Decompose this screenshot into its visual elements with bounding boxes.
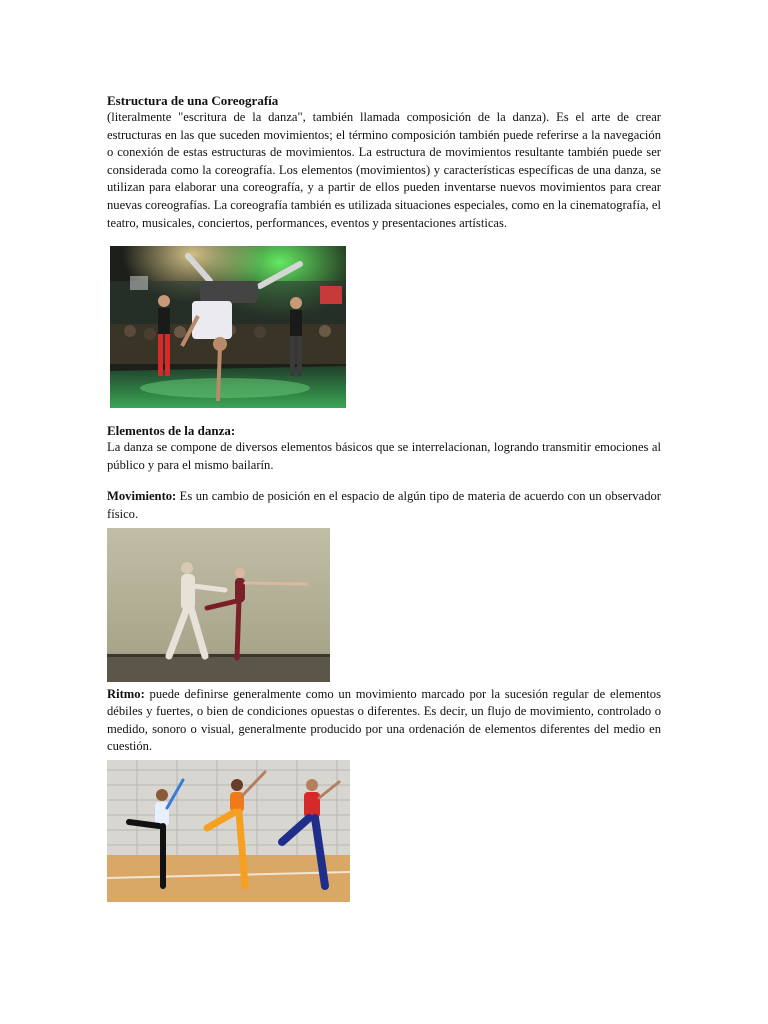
paragraph-ritmo xyxy=(107,686,661,756)
definition-movimiento: Es un cambio de posición en el espacio de algún tipo de materia de acuerdo con un observador físico. xyxy=(107,489,661,521)
ballet-photo xyxy=(107,528,330,682)
paragraph-elementos: La danza se compone de diversos elementos básicos que se interrelacionan, logrando transmitir emociones al público y para el mismo bailarín. xyxy=(107,440,661,472)
paragraph-estructura: (literalmente "escritura de la danza", también llamada composición de la danza). Es el arte de crear estructuras en las que suceden movimientos; el término composición también puede referirse a la navegación o conexión de estas estructuras de movimientos. La estructura de movimientos resultante también puede ser considerada como la coreografía. Los elementos (movimientos) y características específicas de una danza, se utilizan para elaborar una coreografía, y a partir de ellos pueden inventarse nuevos movimientos para crear nuevas coreografías. La coreografía también es utilizada situaciones especiales, como en la cinematografía, el teatro, musicales, conciertos, performances, eventos y presentaciones artísticas. xyxy=(107,110,661,230)
paragraph-movimiento xyxy=(107,488,661,523)
section-title-elementos: Elementos de la danza: xyxy=(107,423,236,439)
document-page xyxy=(107,92,661,902)
term-ritmo: Ritmo: xyxy=(107,686,145,701)
dance-class-photo xyxy=(107,760,350,902)
breakdance-photo xyxy=(110,246,346,408)
section-title-estructura: Estructura de una Coreografía xyxy=(107,93,279,108)
term-movimiento: Movimiento: xyxy=(107,489,177,504)
definition-ritmo: puede definirse generalmente como un movimiento marcado por la sucesión regular de elementos débiles y fuertes, o bien de condiciones opuestas o diferentes. Es decir, un flujo de movimiento, controlado o medido, sonoro o visual, generalmente producido por una ordenación de elementos diferentes del medio en cuestión. xyxy=(107,686,661,754)
